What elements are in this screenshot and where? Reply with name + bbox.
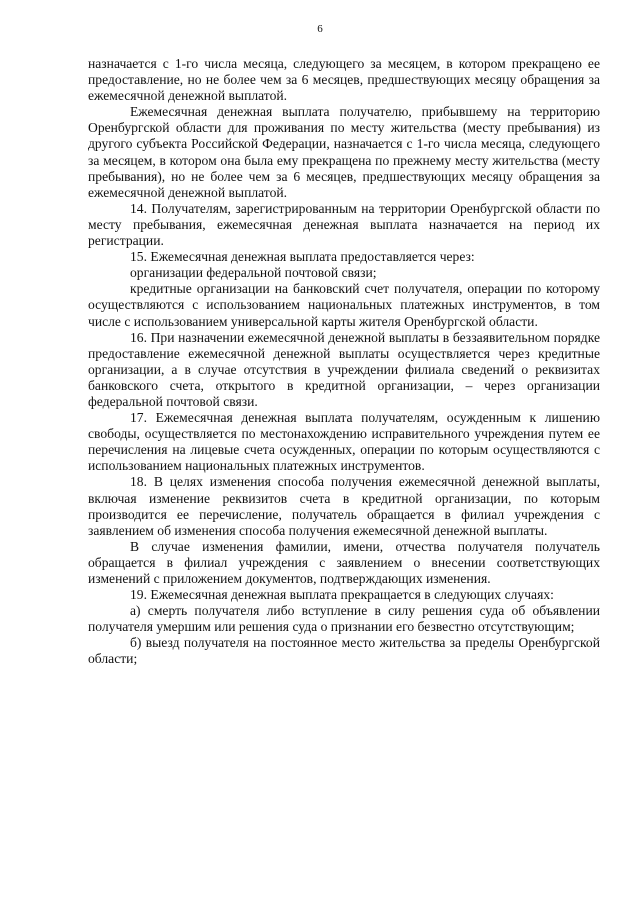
paragraph-name-change: В случае изменения фамилии, имени, отчества получателя получатель обращается в филиал учреждения с заявлением о внесении соответствующих изменений с приложением документов, подтверждающих изменения. <box>88 538 600 586</box>
paragraph-item-19-a: а) смерть получателя либо вступление в силу решения суда об объявлении получателя умершим или решения суда о признании его безвестно отсутствующим; <box>88 603 600 635</box>
paragraph-item-15-postal: организации федеральной почтовой связи; <box>130 265 377 281</box>
paragraph-arrival-from-other-region: Ежемесячная денежная выплата получателю, прибывшему на территорию Оренбургской области для проживания по месту жительства (месту пребывания) из другого субъекта Российской Федерации, назначается с 1-го числа месяца, следующего за месяцем, в котором она была ему прекращена по прежнему месту жительства (месту пребывания), но не более чем за 6 месяцев, предшествующих месяцу обращения за ежемесячной денежной выплатой. <box>88 104 600 200</box>
paragraph-item-15-credit: кредитные организации на банковский счет получателя, операции по которому осуществляются с использованием национальных платежных инструментов, в том числе с использованием универсальной карты жителя Оренбургской области. <box>88 281 600 329</box>
paragraph-item-19: 19. Ежемесячная денежная выплата прекращается в следующих случаях: <box>130 587 554 603</box>
document-body <box>88 56 600 668</box>
paragraph-item-15: 15. Ежемесячная денежная выплата предоставляется через: <box>130 249 475 265</box>
paragraph-item-18: 18. В целях изменения способа получения ежемесячной денежной выплаты, включая изменение реквизитов счета в кредитной организации, по которым производится ее перечисление, получатель обращается в филиал учреждения с заявлением об изменения способа получения ежемесячной денежной выплаты. <box>88 474 600 538</box>
page-number: 6 <box>317 23 323 35</box>
paragraph-continuation: назначается с 1-го числа месяца, следующего за месяцем, в котором прекращено ее предоставление, но не более чем за 6 месяцев, предшествующих месяцу обращения за ежемесячной денежной выплатой. <box>88 56 600 104</box>
paragraph-item-17: 17. Ежемесячная денежная выплата получателям, осужденным к лишению свободы, осуществляется по местонахождению исправительного учреждения путем ее перечисления на лицевые счета осужденных, операции по которым осуществляются с использованием национальных платежных инструментов. <box>88 410 600 474</box>
paragraph-item-19-b: б) выезд получателя на постоянное место жительства за пределы Оренбургской области; <box>88 635 600 667</box>
paragraph-item-14: 14. Получателям, зарегистрированным на территории Оренбургской области по месту пребывания, ежемесячная денежная выплата назначается на период их регистрации. <box>88 200 600 249</box>
paragraph-item-16: 16. При назначении ежемесячной денежной выплаты в беззаявительном порядке предоставление ежемесячной денежной выплаты осуществляется через кредитные организации, а в случае отсутствия в учреждении филиала сведений о реквизитах банковского счета, открытого в кредитной организации, – через организации федеральной почтовой связи. <box>88 329 600 409</box>
